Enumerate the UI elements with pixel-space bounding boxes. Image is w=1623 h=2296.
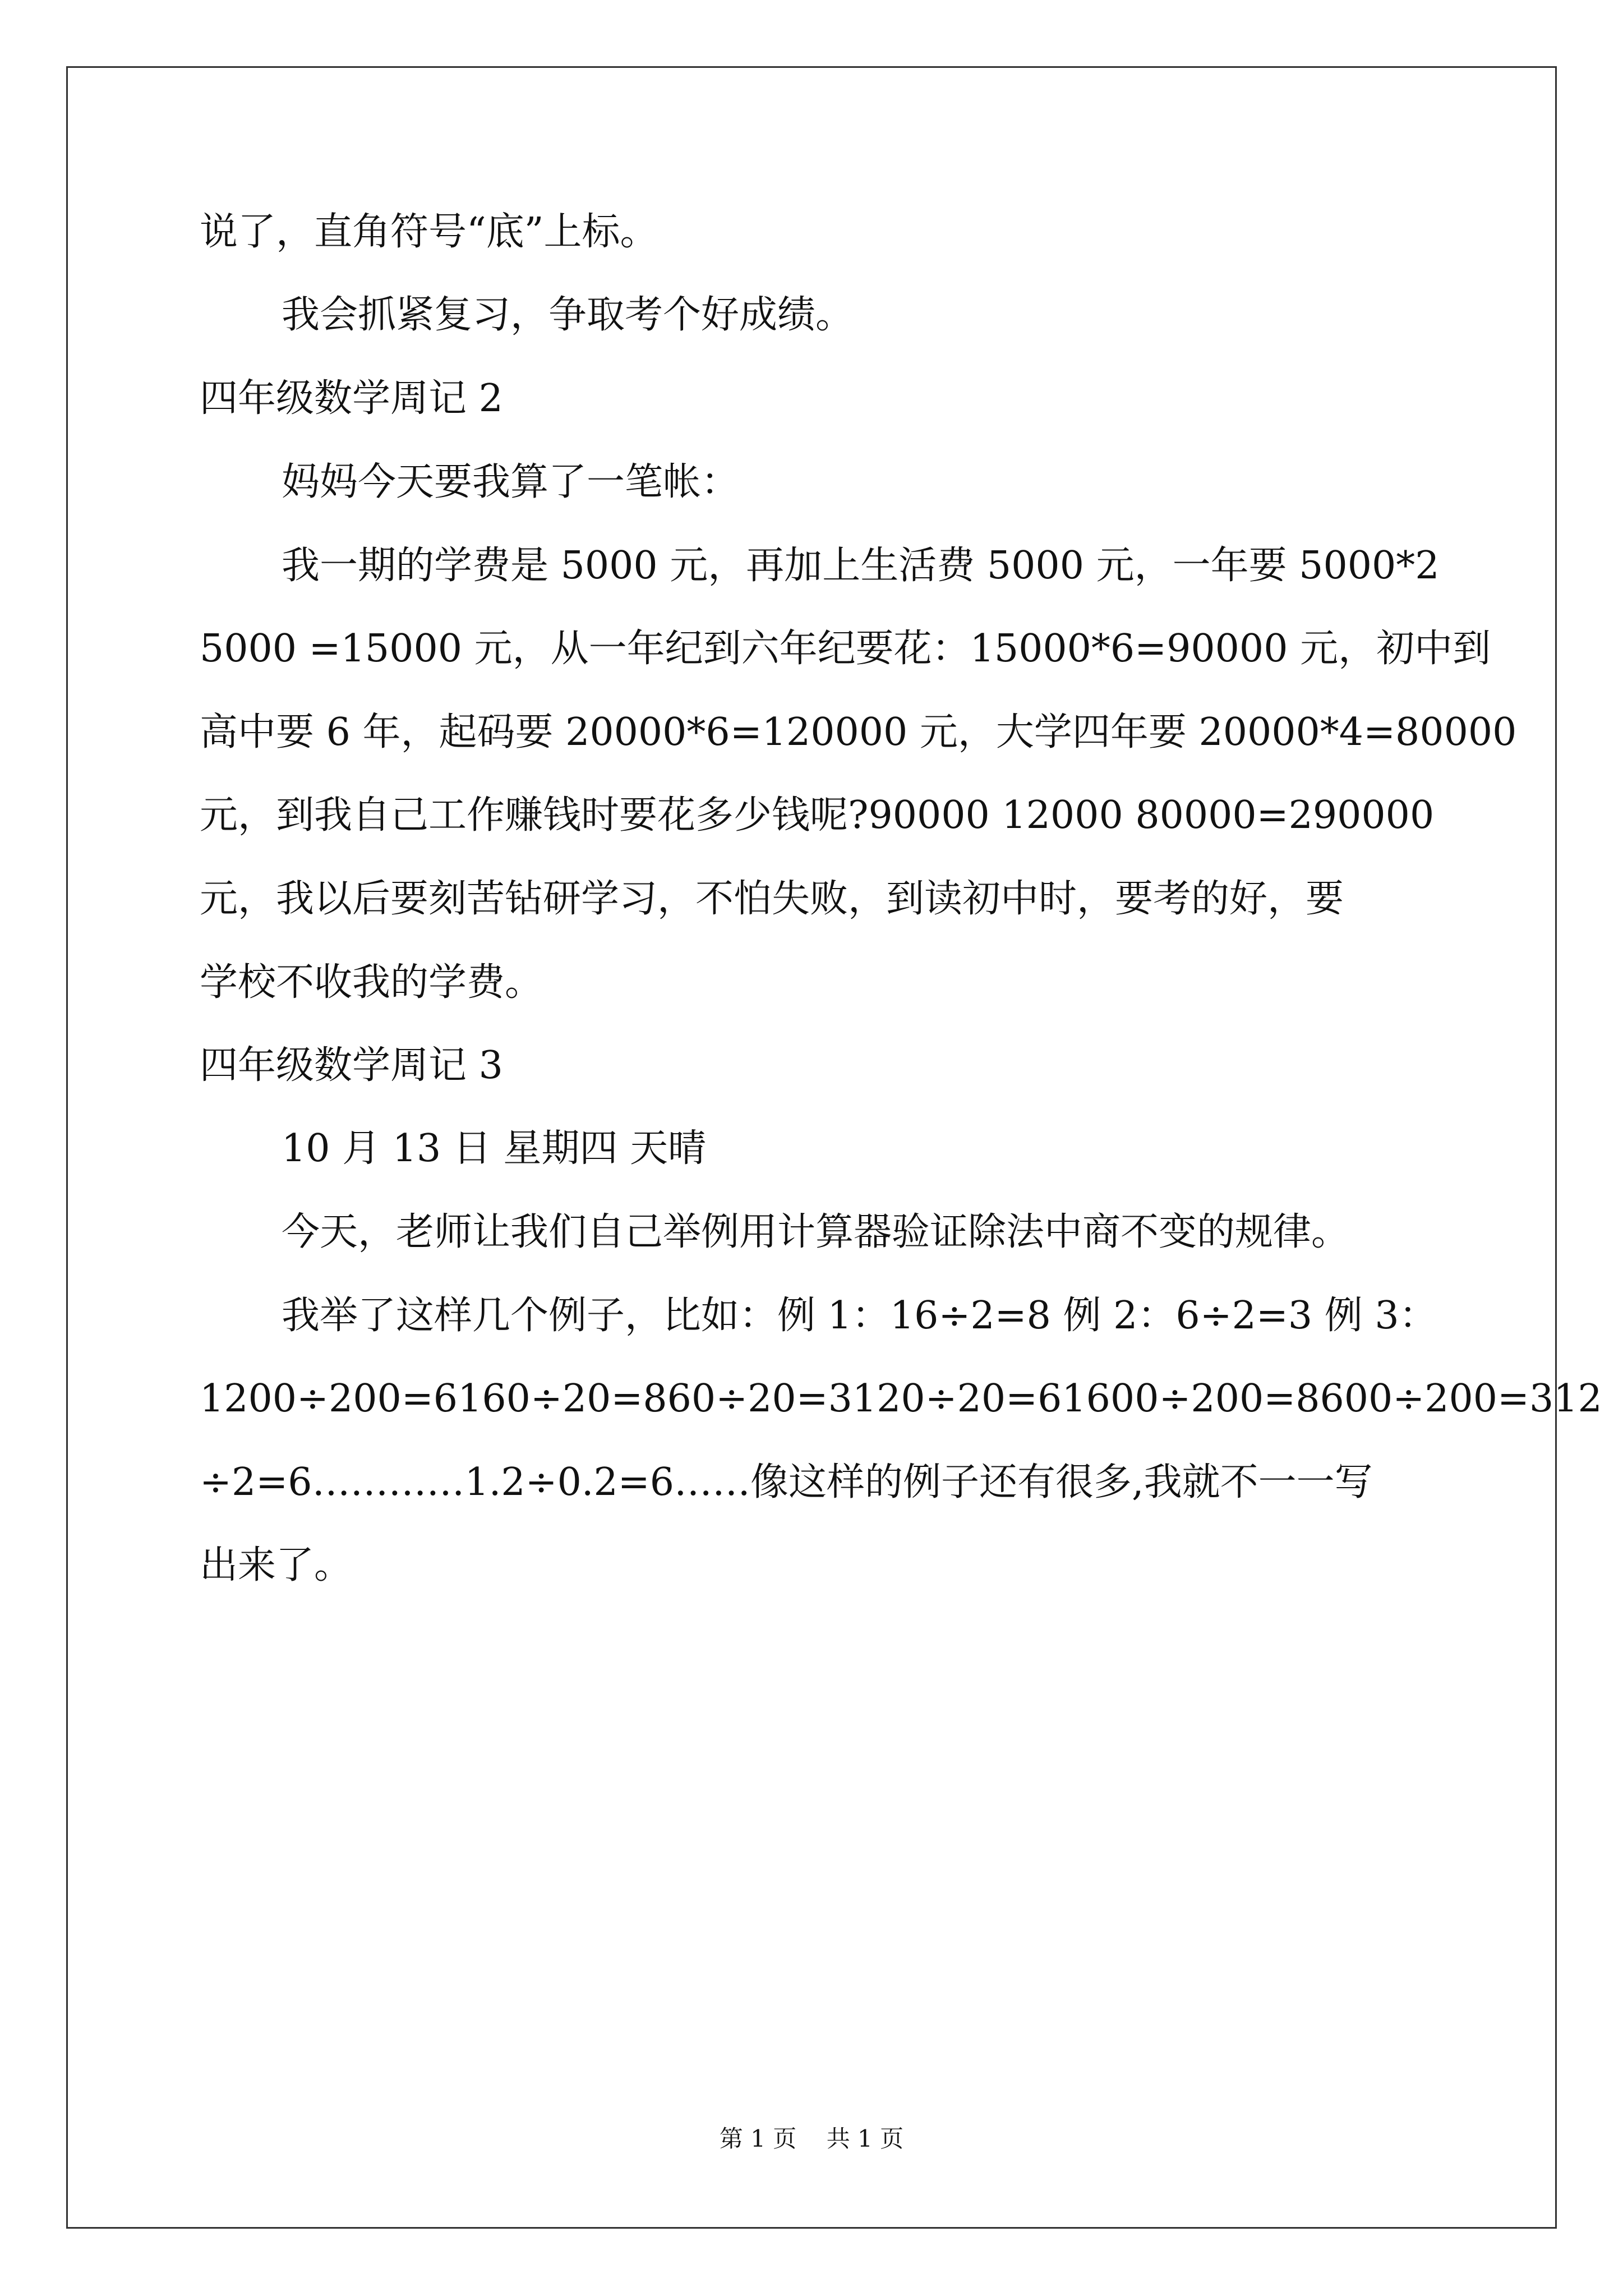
paragraph-line: 我一期的学费是 5000 元，再加上生活费 5000 元，一年要 5000*2 (282, 544, 1440, 588)
paragraph-line: 学校不收我的学费。 (200, 960, 543, 1005)
paragraph-line: 1200÷200=6160÷20=860÷20=3120÷20=61600÷200=8600÷200=312 (200, 1377, 1602, 1421)
paragraph-line: 今天，老师让我们自己举例用计算器验证除法中商不变的规律。 (282, 1210, 1350, 1254)
section-heading: 四年级数学周记 2 (200, 376, 503, 421)
paragraph-line: 我举了这样几个例子，比如：例 1：16÷2=8 例 2：6÷2=3 例 3： (282, 1294, 1437, 1338)
date-line: 10 月 13 日 星期四 天晴 (282, 1126, 707, 1171)
paragraph-line: 我会抓紧复习，争取考个好成绩。 (282, 293, 854, 337)
paragraph-line: 说了，直角符号“底”上标。 (200, 210, 658, 254)
page-footer: 第 1 页 共 1 页 (719, 2125, 904, 2152)
paragraph-line: 出来了。 (200, 1543, 353, 1588)
section-heading: 四年级数学周记 3 (200, 1043, 503, 1088)
paragraph-line: 妈妈今天要我算了一笔帐： (282, 460, 740, 504)
paragraph-line: 元，我以后要刻苦钻研学习，不怕失败，到读初中时，要考的好，要 (200, 877, 1344, 921)
paragraph-line: 高中要 6 年，起码要 20000*6=120000 元，大学四年要 20000*4=80000 (200, 710, 1517, 754)
paragraph-line: 5000 =15000 元，从一年纪到六年纪要花：15000*6=90000 元，初中到 (200, 627, 1491, 671)
paragraph-line: 元，到我自己工作赚钱时要花多少钱呢?90000 12000 80000=290000 (200, 793, 1435, 838)
paragraph-line: ÷2=6…………1.2÷0.2=6……像这样的例子还有很多,我就不一一写 (200, 1460, 1373, 1504)
